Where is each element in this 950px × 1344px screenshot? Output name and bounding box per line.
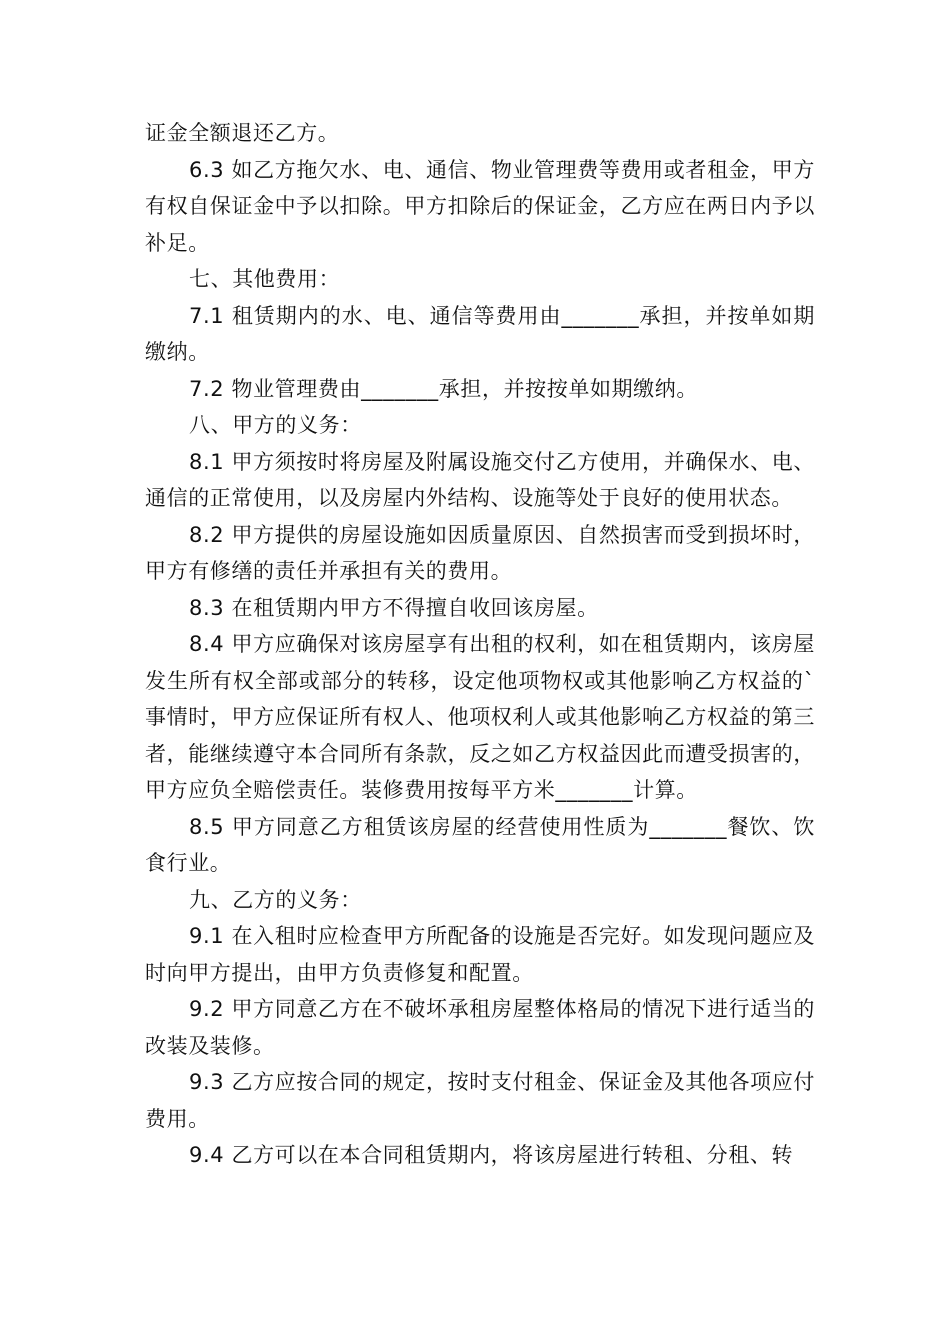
section-9-heading: 九、乙方的义务： (189, 887, 362, 912)
clause-9-3: 9.3 乙方应按合同的规定，按时支付租金、保证金及其他各项应付费用。 (145, 1070, 815, 1131)
clause-7-1: 7.1 租赁期内的水、电、通信等费用由_______承担，并按单如期缴纳。 (145, 303, 815, 364)
clause-8-5: 8.5 甲方同意乙方租赁该房屋的经营使用性质为_______餐饮、饮食行业。 (145, 814, 815, 875)
clause-6-3: 6.3 如乙方拖欠水、电、通信、物业管理费等费用或者租金，甲方有权自保证金中予以扣除。甲方扣除后的保证金，乙方应在两日内予以补足。 (145, 157, 815, 255)
clause-8-4: 8.4 甲方应确保对该房屋享有出租的权利，如在租赁期内，该房屋发生所有权全部或部分的转移，设定他项物权或其他影响乙方权益的`事情时，甲方应保证所有权人、他项权利人或其他影响乙方权益的第三者，能继续遵守本合同所有条款，反之如乙方权益因此而遭受损害的，甲方应负全赔偿责任。装修费用按每平方米_______计算。 (145, 632, 815, 802)
clause-8-1: 8.1 甲方须按时将房屋及附属设施交付乙方使用，并确保水、电、通信的正常使用，以及房屋内外结构、设施等处于良好的使用状态。 (145, 449, 815, 510)
clause-9-2: 9.2 甲方同意乙方在不破坏承租房屋整体格局的情况下进行适当的改装及装修。 (145, 997, 815, 1058)
document-page (145, 115, 815, 1174)
clause-9-1: 9.1 在入租时应检查甲方所配备的设施是否完好。如发现问题应及时向甲方提出，由甲方负责修复和配置。 (145, 924, 815, 985)
section-8-heading: 八、甲方的义务： (189, 413, 362, 437)
clause-9-4: 9.4 乙方可以在本合同租赁期内，将该房屋进行转租、分租、转 (189, 1143, 794, 1167)
clause-8-3: 8.3 在租赁期内甲方不得擅自收回该房屋。 (189, 595, 599, 620)
section-7-heading: 七、其他费用： (189, 267, 341, 291)
clause-7-2: 7.2 物业管理费由_______承担，并按按单如期缴纳。 (189, 376, 698, 401)
paragraph-deposit-refund: 证金全额退还乙方。 (145, 121, 340, 145)
clause-8-2: 8.2 甲方提供的房屋设施如因质量原因、自然损害而受到损坏时，甲方有修缮的责任并承担有关的费用。 (145, 522, 815, 583)
